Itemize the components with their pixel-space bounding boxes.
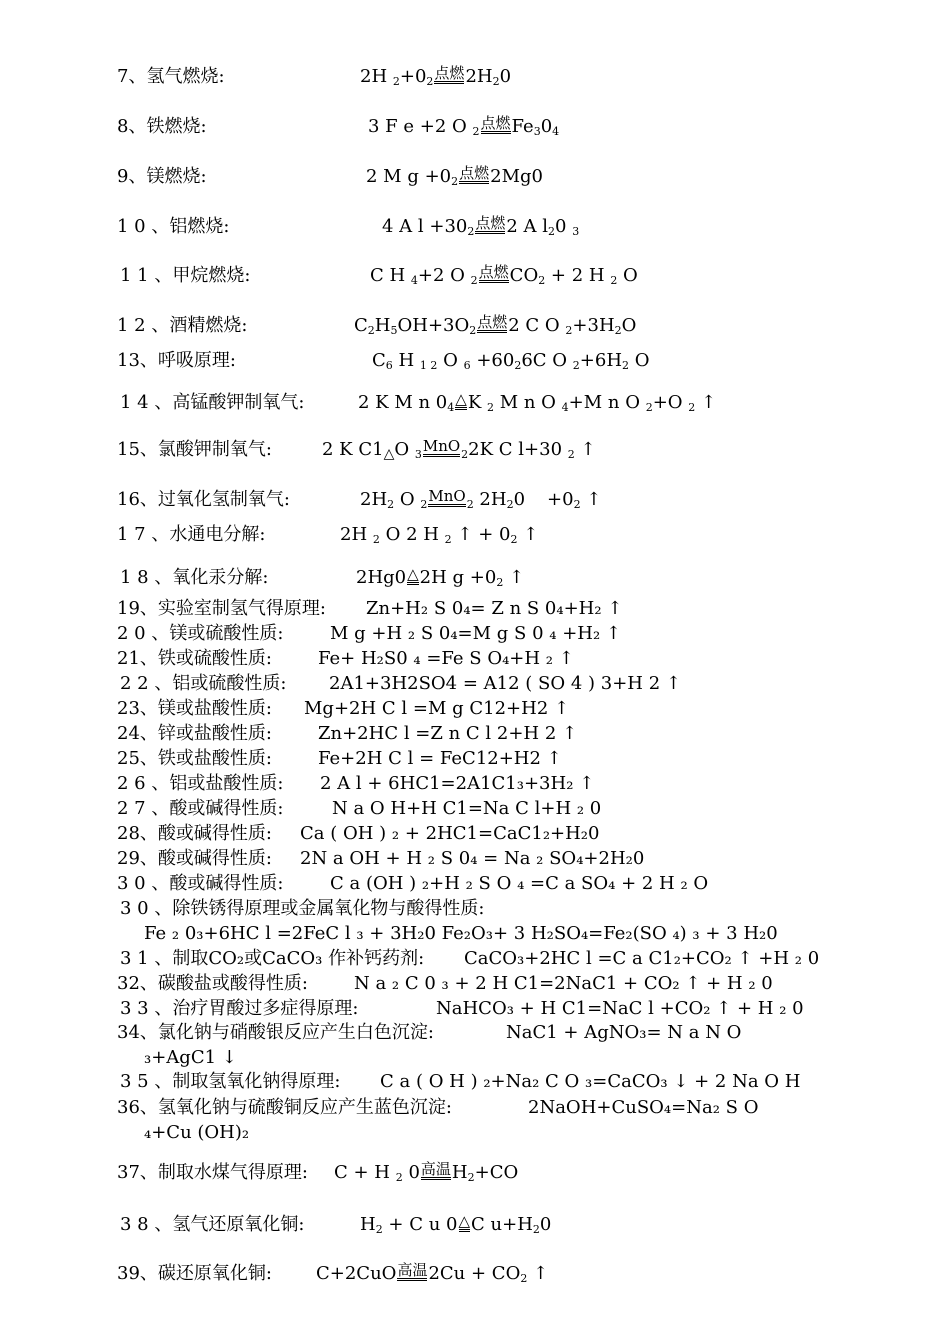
equation: C a ( O H ) ₂+Na₂ C O ₃=CaCO₃ ↓ + 2 Na O H	[380, 1071, 801, 1092]
equation-line-20	[0, 621, 950, 647]
reaction-condition: △	[458, 1212, 471, 1230]
equation: 2A1+3H2SO4 = A12 ( SO 4 ) 3+H 2 ↑	[329, 673, 681, 694]
equation-line-29	[0, 846, 950, 872]
equation: 2 A l + 6HC1=2A1C1₃+3H₂ ↑	[320, 773, 595, 794]
reaction-condition: 高温	[397, 1261, 428, 1279]
equation: 2 K $C1_\triangle O$ $_3$ MnO $_2$2K C l+30 $_2$ ↑	[322, 437, 596, 462]
equation-label: 21、铁或硫酸性质:	[117, 648, 272, 669]
reaction-condition: MnO	[428, 487, 466, 505]
equation: C + H $_2$ 0 高温 $H_2+CO$	[334, 1160, 519, 1184]
equation: CaCO₃+2HC l =C a C1₂+CO₂ ↑ +H ₂ 0	[464, 948, 820, 969]
equation-line-37	[0, 1160, 950, 1186]
equation: NaHCO₃ + H C1=NaC l +CO₂ ↑ + H ₂ 0	[436, 998, 804, 1019]
equation-line-19	[0, 596, 950, 622]
equation-line-11	[0, 263, 950, 289]
equation: Zn+H₂ S 0₄= Z n S 0₄+H₂ ↑	[366, 598, 623, 619]
equation: 2Hg0 △ 2H $g +0_2$ ↑	[356, 565, 525, 589]
equation-label: 1 0 、铝燃烧:	[117, 216, 230, 237]
equation: Zn+2HC l =Z n C l 2+H 2 ↑	[318, 723, 578, 744]
equation-line-34	[0, 1020, 950, 1046]
equation-label: 28、酸或碱得性质:	[117, 823, 272, 844]
equation-line-9	[0, 164, 950, 190]
equation-label: 24、锌或盐酸性质:	[117, 723, 272, 744]
equation-label: 32、碳酸盐或酸得性质:	[117, 973, 308, 994]
equation-line-34-cont	[0, 1045, 950, 1071]
equation-line-28	[0, 821, 950, 847]
equation-line-30b	[0, 896, 950, 922]
equation-label: 9、镁燃烧:	[117, 166, 207, 187]
equation-label: 34、氯化钠与硝酸银反应产生白色沉淀:	[117, 1022, 434, 1043]
equation: 4 A $l +30_2$ 点燃 2 A $l_20$ $_3$	[382, 214, 580, 238]
equation-line-22	[0, 671, 950, 697]
equation: $2H_2$ O $_2$ MnO $_2$ $2H_20 +0_2$ ↑	[360, 487, 602, 511]
equation-line-30b-cont	[0, 921, 950, 947]
equation: ₃+AgC1 ↓	[144, 1047, 237, 1068]
equation-label: 19、实验室制氢气得原理:	[117, 598, 326, 619]
equation-line-39	[0, 1261, 950, 1287]
equation-line-14	[0, 390, 950, 416]
equation-label: 23、镁或盐酸性质:	[117, 698, 272, 719]
equation-label: 3 8 、氢气还原氧化铜:	[120, 1214, 305, 1235]
equation: $C_2H_5OH+3O_2$ 点燃 2 C O $_2+3H_2O$	[354, 313, 637, 337]
equation-label: 2 2 、铝或硫酸性质:	[120, 673, 287, 694]
equation-line-32	[0, 971, 950, 997]
equation-label: 25、铁或盐酸性质:	[117, 748, 272, 769]
equation-label: 16、过氧化氢制氧气:	[117, 489, 290, 510]
equation-label: 3 5 、制取氢氧化钠得原理:	[120, 1071, 341, 1092]
equation: 3 F e +2 O $_2$ 点燃 $Fe_30_4$	[368, 114, 560, 138]
equation-label: 1 2 、酒精燃烧:	[117, 315, 248, 336]
equation-line-31	[0, 946, 950, 972]
equation-line-15	[0, 437, 950, 463]
equation-label: 3 0 、酸或碱得性质:	[117, 873, 284, 894]
equation-label: 3 3 、治疗胃酸过多症得原理:	[120, 998, 359, 1019]
equation-line-7	[0, 64, 950, 90]
equation: Fe+ H₂S0 ₄ =Fe S O₄+H ₂ ↑	[318, 648, 574, 669]
equation: C H $_4$+2 O $_2$ 点燃 $CO_2 + 2$ H $_2$ O	[370, 263, 638, 287]
equation-line-17	[0, 522, 950, 548]
equation-label: 3 0 、除铁锈得原理或金属氧化物与酸得性质:	[120, 898, 485, 919]
equation: Mg+2H C l =M g C12+H2 ↑	[304, 698, 570, 719]
equation: 2H $_2+0_2$ 点燃 $2H_20$	[360, 64, 512, 88]
equation-line-10	[0, 214, 950, 240]
equation-label: 1 7 、水通电分解:	[117, 524, 266, 545]
equation: Fe+2H C l = FeC12+H2 ↑	[318, 748, 562, 769]
equation-line-12	[0, 313, 950, 339]
equation: 2NaOH+CuSO₄=Na₂ S O	[528, 1097, 759, 1118]
equation: M g +H ₂ S 0₄=M g S 0 ₄ +H₂ ↑	[330, 623, 621, 644]
equation-line-21	[0, 646, 950, 672]
equation-label: 1 1 、甲烷燃烧:	[120, 265, 251, 286]
reaction-condition: MnO	[422, 437, 461, 455]
equation-line-38	[0, 1212, 950, 1238]
equation: N a ₂ C 0 ₃ + 2 H C1=2NaC1 + CO₂ ↑ + H ₂ 0	[354, 973, 773, 994]
reaction-condition: 点燃	[480, 114, 511, 132]
equation-line-8	[0, 114, 950, 140]
equation: 2N a OH + H ₂ S 0₄ = Na ₂ SO₄+2H₂0	[300, 848, 645, 869]
equation-label: 2 7 、酸或碱得性质:	[117, 798, 284, 819]
equation-label: 8、铁燃烧:	[117, 116, 207, 137]
equation-line-16	[0, 487, 950, 513]
equation-label: 36、氢氧化钠与硫酸铜反应产生蓝色沉淀:	[117, 1097, 452, 1118]
reaction-condition: 点燃	[477, 313, 508, 331]
equation-label: 2 6 、铝或盐酸性质:	[117, 773, 284, 794]
equation-line-26	[0, 771, 950, 797]
equation-line-30	[0, 871, 950, 897]
equation-line-36	[0, 1095, 950, 1121]
equation-label: 37、制取水煤气得原理:	[117, 1162, 308, 1183]
equation-label: 13、呼吸原理:	[117, 350, 236, 371]
reaction-condition: 点燃	[459, 164, 490, 182]
equation: 2 K M n $0_4$ △ K $_2$ M n O $_4$+M n O $_2$+O $_2$ ↑	[358, 390, 717, 414]
equation-line-27	[0, 796, 950, 822]
equation: 2 M $g +0_2$ 点燃 2Mg0	[366, 164, 543, 188]
equation-line-35	[0, 1069, 950, 1095]
equation: ₄+Cu (OH)₂	[144, 1122, 250, 1143]
equation: NaC1 + AgNO₃= N a N O	[506, 1022, 742, 1043]
equation-line-25	[0, 746, 950, 772]
equation-label: 15、氯酸钾制氧气:	[117, 439, 272, 460]
equation-line-13	[0, 348, 950, 374]
equation-label: 2 0 、镁或硫酸性质:	[117, 623, 284, 644]
equation-label: 3 1 、制取CO₂或CaCO₃ 作补钙药剂:	[120, 948, 425, 969]
equation-label: 1 8 、氧化汞分解:	[120, 567, 269, 588]
equation: $C_6$ H $_{1 2}$ O $_6 +60_26C$ O $_2+6H_2$ O	[372, 350, 650, 372]
reaction-condition: 高温	[420, 1160, 451, 1178]
equation-line-24	[0, 721, 950, 747]
reaction-condition: 点燃	[475, 214, 506, 232]
equation: Ca ( OH ) ₂ + 2HC1=CaC1₂+H₂0	[300, 823, 600, 844]
equation-line-18	[0, 565, 950, 591]
reaction-condition: 点燃	[478, 263, 509, 281]
equation: C+2CuO 高温 $2Cu + CO_2$ ↑	[316, 1261, 549, 1285]
equation: N a O H+H C1=Na C l+H ₂ 0	[332, 798, 602, 819]
equation: 2H $_2$ O 2 H $_2$ ↑ + $0_2$ ↑	[340, 524, 539, 546]
equation-label: 7、氢气燃烧:	[117, 66, 225, 87]
equation: Fe ₂ 0₃+6HC l =2FeC l ₃ + 3H₂0 Fe₂O₃+ 3 H₂SO₄=Fe₂(SO ₄) ₃ + 3 H₂0	[144, 923, 778, 944]
reaction-condition: △	[407, 565, 419, 583]
equation-line-33	[0, 996, 950, 1022]
reaction-condition: △	[455, 390, 467, 408]
equation-line-23	[0, 696, 950, 722]
equation-label: 29、酸或碱得性质:	[117, 848, 272, 869]
equation: $H_2 + C$ u 0 △ C $u+H_20$	[360, 1212, 552, 1236]
equation-label: 39、碳还原氧化铜:	[117, 1263, 272, 1284]
equation-line-36-cont	[0, 1120, 950, 1146]
reaction-condition: 点燃	[434, 64, 465, 82]
equation-label: 1 4 、高锰酸钾制氧气:	[120, 392, 305, 413]
equation: C a (OH ) ₂+H ₂ S O ₄ =C a SO₄ + 2 H ₂ O	[330, 873, 709, 894]
